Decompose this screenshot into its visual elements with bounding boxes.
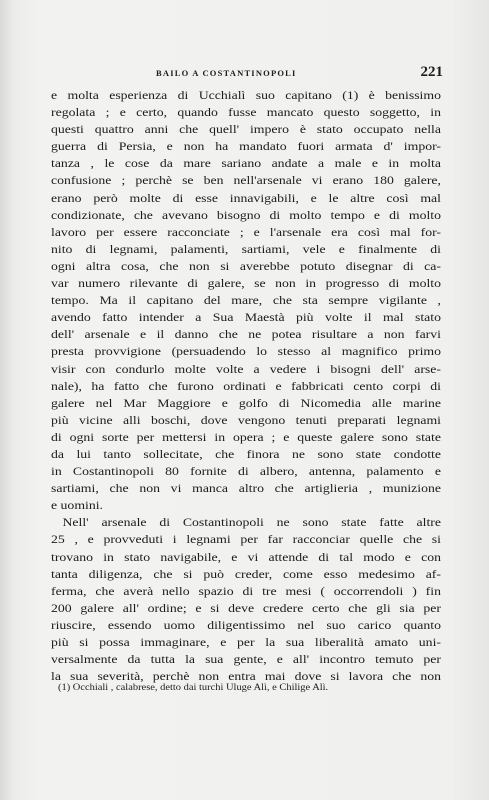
text-line: var numero rilevante di galere, se non in progresso di molto xyxy=(51,276,441,291)
text-line: riuscire, essendo uomo diligentissimo nel suo carico quanto xyxy=(51,617,441,632)
text-line: ogni altra cosa, che non si averebbe potuto disegnar di ca- xyxy=(51,258,441,273)
text-line: tanta diligenza, che si può creder, come esso medesimo af- xyxy=(51,566,441,581)
text-line: nale), ha fatto che furono ordinati e fabbricati cento corpi di xyxy=(51,378,441,393)
page-header xyxy=(48,66,443,82)
page-number: 221 xyxy=(420,64,443,80)
running-title: BAILO A COSTANTINOPOLI xyxy=(156,68,297,78)
text-line: da lui tanto sollecitate, che finora ne sono state condotte xyxy=(51,446,441,461)
text-line: guerra di Persia, e non ha mandato fuori armata d' impor- xyxy=(51,139,441,154)
text-line: la sua severità, perchè non entra mai dove si lavora che non xyxy=(51,669,441,684)
text-line: sartiami, che non vi manca altro che artiglieria , munizione xyxy=(51,481,441,496)
text-line: avendo fatto intender a Sua Maestà più volte il mal stato xyxy=(51,310,441,325)
text-line: ferma, che averà nello spazio di tre mesi ( occorrendoli ) fin xyxy=(51,583,441,598)
text-line: erano però molte di esse innavigabili, e le altre così mal xyxy=(51,190,441,205)
text-line: 25 , e provveduti i legnami per far racconciar quelle che si xyxy=(51,532,441,547)
text-line: in Costantinopoli 80 fornite di albero, antenna, palamento e xyxy=(51,464,441,479)
text-line: presta provvigione (persuadendo lo stesso al magnifico primo xyxy=(51,344,441,359)
text-line: visir con condurlo molte volte a vedere i bisogni dell' arse- xyxy=(51,361,441,376)
text-line: confusione ; perchè se ben nell'arsenale vi erano 180 galere, xyxy=(51,173,441,188)
body-text xyxy=(51,87,441,685)
footnote: (1) Occhiali , calabrese, detto dai turchi Uluge Alì, e Chilige Alì. xyxy=(58,683,329,693)
text-line: lavoro per essere racconciate ; e l'arsenale era così mal for- xyxy=(51,224,441,239)
text-line: più si possa immaginare, e per la sua liberalità amato uni- xyxy=(51,635,441,649)
text-line: questi quattro anni che quell' impero è stato occupato nella xyxy=(51,122,441,137)
text-line: tanza , le cose da mare sariano andate a male e in molta xyxy=(51,156,441,171)
text-line: 200 galere all' ordine; e si deve credere certo che gli sia per xyxy=(51,600,441,615)
text-line: e molta esperienza di Ucchialì suo capitano (1) è benissimo xyxy=(51,88,441,102)
paragraph-end-line: e uomini. xyxy=(51,498,103,513)
text-line: condizionate, che avevano bisogno di molto tempo e di molto xyxy=(51,207,441,222)
text-line: regolata ; e certo, quando fusse mancato questo soggetto, in xyxy=(51,105,441,120)
text-line: di ogni sorte per mettersi in opera ; e queste galere sono state xyxy=(51,429,441,444)
text-line: dell' arsenale e il danno che ne potea risultare a non farvi xyxy=(51,327,441,342)
text-line: galere nel Mar Maggiore e golfo di Nicomedia alle marine xyxy=(51,395,441,410)
text-line: tempo. Ma il capitano del mare, che sta sempre vigilante , xyxy=(51,293,441,308)
text-line: versalmente da tutta la sua gente, e all' incontro temuto per xyxy=(51,652,441,667)
text-line: più vicine alli boschi, dove vengono tenuti preparati legnami xyxy=(51,412,441,427)
text-line: trovano in stato navigabile, e vi attende di tal modo e con xyxy=(51,549,441,564)
text-line: nito di legnami, palamenti, sartiami, vele e finalmente di xyxy=(51,241,441,256)
paragraph-start-line: Nell' arsenale di Costantinopoli ne sono state fatte altre xyxy=(62,515,441,530)
